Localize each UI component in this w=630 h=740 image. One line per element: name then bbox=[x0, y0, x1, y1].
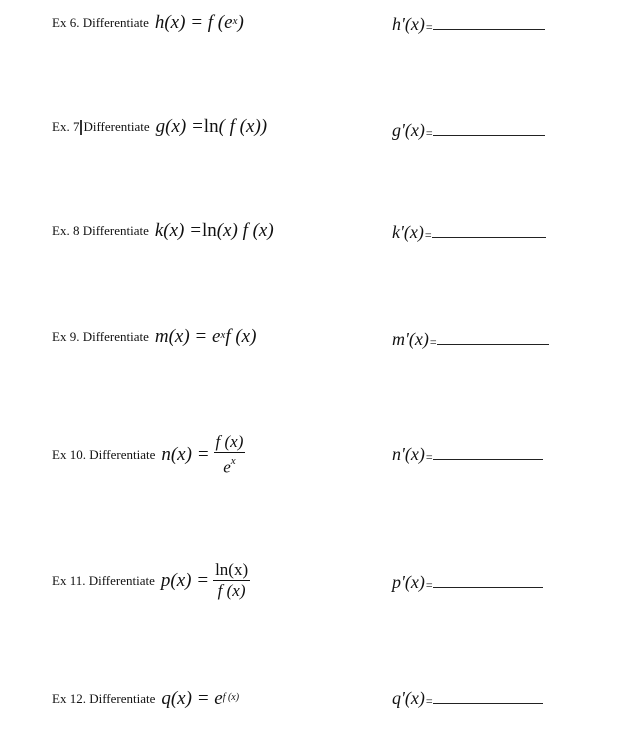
exercise-6-prompt bbox=[52, 12, 244, 34]
exercise-9-answer[interactable] bbox=[392, 329, 549, 350]
equals-sign: = bbox=[425, 578, 433, 592]
exercise-8-label: Ex. 8 Differentiate bbox=[52, 223, 149, 238]
exercise-11-formula bbox=[161, 560, 250, 601]
exercise-8-answer-label: k'(x) bbox=[392, 222, 424, 242]
denominator-base: e bbox=[223, 457, 231, 477]
exercise-7-label-verb: Differentiate bbox=[83, 119, 150, 134]
fraction-numerator: f (x) bbox=[215, 432, 244, 451]
fraction-numerator: ln(x) bbox=[215, 560, 249, 579]
exercise-6-lhs: h(x) = f (e bbox=[154, 12, 233, 33]
answer-blank[interactable] bbox=[433, 586, 543, 588]
equals-sign: = bbox=[425, 20, 433, 34]
answer-blank[interactable] bbox=[433, 702, 543, 704]
exercise-8-lhs: k(x) = bbox=[154, 220, 202, 241]
answer-blank[interactable] bbox=[432, 236, 546, 238]
answer-blank[interactable] bbox=[433, 28, 545, 30]
text-cursor-icon bbox=[80, 120, 82, 135]
exercise-9-exponent: x bbox=[220, 329, 226, 341]
exercise-11-answer-label: p'(x) bbox=[392, 572, 425, 592]
exercise-8-answer[interactable] bbox=[392, 222, 546, 243]
answer-blank[interactable] bbox=[433, 458, 543, 460]
exercise-9-label: Ex 9. Differentiate bbox=[52, 329, 149, 344]
exercise-12-exponent: f (x) bbox=[222, 691, 240, 703]
exercise-7-label-number: Ex. 7 bbox=[52, 119, 80, 134]
exercise-6-exponent: x bbox=[232, 15, 238, 27]
exercise-12-formula bbox=[161, 688, 239, 710]
exercise-10-lhs: n(x) = bbox=[161, 443, 210, 465]
ln-function: ln bbox=[203, 116, 219, 137]
fraction-denominator bbox=[221, 453, 237, 478]
exercise-7-lhs: g(x) = bbox=[155, 116, 204, 137]
exercise-12-label: Ex 12. Differentiate bbox=[52, 691, 156, 706]
exercise-9-lhs: m(x) = e bbox=[154, 326, 221, 347]
exercise-11-label: Ex 11. Differentiate bbox=[52, 572, 155, 588]
exercise-10-answer-label: n'(x) bbox=[392, 444, 425, 464]
exercise-7-prompt bbox=[52, 116, 267, 138]
exercise-10-answer[interactable] bbox=[392, 444, 543, 465]
exercise-8-prompt bbox=[52, 220, 274, 242]
exercise-6-tail: ) bbox=[237, 12, 244, 33]
exercise-7-formula bbox=[156, 116, 267, 138]
exercise-10-prompt bbox=[52, 432, 245, 478]
equals-sign: = bbox=[429, 335, 437, 349]
exercise-9-answer-label: m'(x) bbox=[392, 329, 429, 349]
answer-blank[interactable] bbox=[433, 134, 545, 136]
exercise-12-answer-label: q'(x) bbox=[392, 688, 425, 708]
exercise-6-answer[interactable] bbox=[392, 14, 545, 35]
exercise-9-prompt bbox=[52, 326, 256, 348]
fraction bbox=[213, 560, 250, 601]
exercise-9-rest: f (x) bbox=[225, 326, 257, 347]
exercise-8-rest: (x) f (x) bbox=[216, 220, 274, 241]
exercise-7-answer[interactable] bbox=[392, 120, 545, 141]
equals-sign: = bbox=[425, 126, 433, 140]
exercise-6-formula bbox=[155, 12, 244, 34]
exercise-7-rest: ( f (x)) bbox=[218, 116, 268, 137]
equals-sign: = bbox=[424, 228, 432, 242]
ln-function: ln bbox=[201, 220, 217, 241]
exercise-12-answer[interactable] bbox=[392, 688, 543, 709]
answer-blank[interactable] bbox=[437, 343, 549, 345]
exercise-12-lhs: q(x) = e bbox=[161, 688, 223, 709]
exercise-9-formula bbox=[155, 326, 257, 348]
exercise-11-answer[interactable] bbox=[392, 572, 543, 593]
exercise-6-answer-label: h'(x) bbox=[392, 14, 425, 34]
denominator-exponent: x bbox=[230, 455, 236, 467]
fraction bbox=[214, 432, 246, 478]
exercise-6-label: Ex 6. Differentiate bbox=[52, 15, 149, 30]
exercise-12-prompt bbox=[52, 688, 239, 710]
equals-sign: = bbox=[425, 694, 433, 708]
exercise-11-lhs: p(x) = bbox=[160, 569, 210, 591]
exercise-8-formula bbox=[155, 220, 274, 242]
exercise-10-label: Ex 10. Differentiate bbox=[52, 446, 156, 462]
exercise-7-answer-label: g'(x) bbox=[392, 120, 425, 140]
fraction-denominator: f (x) bbox=[217, 581, 246, 600]
exercise-11-prompt bbox=[52, 560, 250, 601]
exercise-10-formula bbox=[161, 432, 245, 478]
equals-sign: = bbox=[425, 450, 433, 464]
